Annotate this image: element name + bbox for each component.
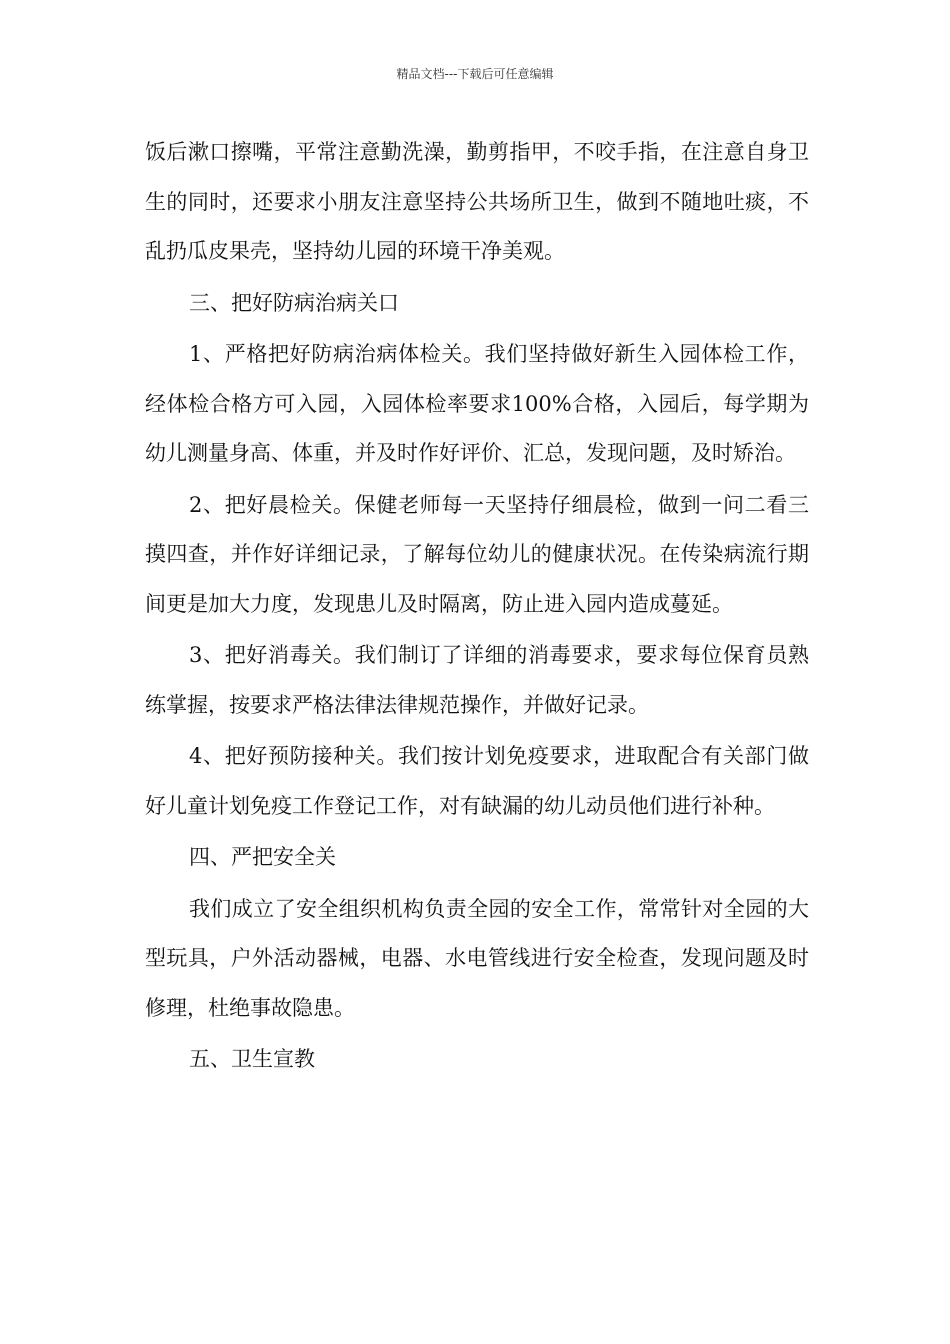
- paragraph-vaccination: 4、把好预防接种关。我们按计划免疫要求，进取配合有关部门做好儿童计划免疫工作登记工作，对有缺漏的幼儿动员他们进行补种。: [145, 744, 809, 818]
- page-header: 精品文档---下载后可任意编辑: [396, 67, 554, 81]
- section-heading-4: 四、严把安全关: [189, 845, 336, 869]
- paragraph-safety: 我们成立了安全组织机构负责全园的安全工作，常常针对全园的大型玩具，户外活动器械，电器、水电管线进行安全检查，发现问题及时修理，杜绝事故隐患。: [145, 896, 809, 1020]
- paragraph-disinfection: 3、把好消毒关。我们制订了详细的消毒要求，要求每位保育员熟练掌握，按要求严格法律法律规范操作，并做好记录。: [145, 643, 809, 717]
- paragraph-morning-check: 2、把好晨检关。保健老师每一天坚持仔细晨检，做到一问二看三摸四查，并作好详细记录，了解每位幼儿的健康状况。在传染病流行期间更是加大力度，发现患儿及时隔离，防止进入园内造成蔓延。: [145, 492, 809, 616]
- document-body: [145, 128, 809, 1087]
- paragraph-health-check: 1、严格把好防病治病体检关。我们坚持做好新生入园体检工作，经体检合格方可入园，入园体检率要求100%合格，入园后，每学期为幼儿测量身高、体重，并及时作好评价、汇总，发现问题，及时矫治。: [145, 342, 809, 465]
- section-heading-5: 五、卫生宣教: [189, 1047, 315, 1071]
- paragraph-continuation: 饭后漱口擦嘴，平常注意勤洗澡，勤剪指甲，不咬手指，在注意自身卫生的同时，还要求小朋友注意坚持公共场所卫生，做到不随地吐痰，不乱扔瓜皮果壳，坚持幼儿园的环境干净美观。: [145, 140, 809, 263]
- section-heading-3: 三、把好防病治病关口: [189, 290, 399, 315]
